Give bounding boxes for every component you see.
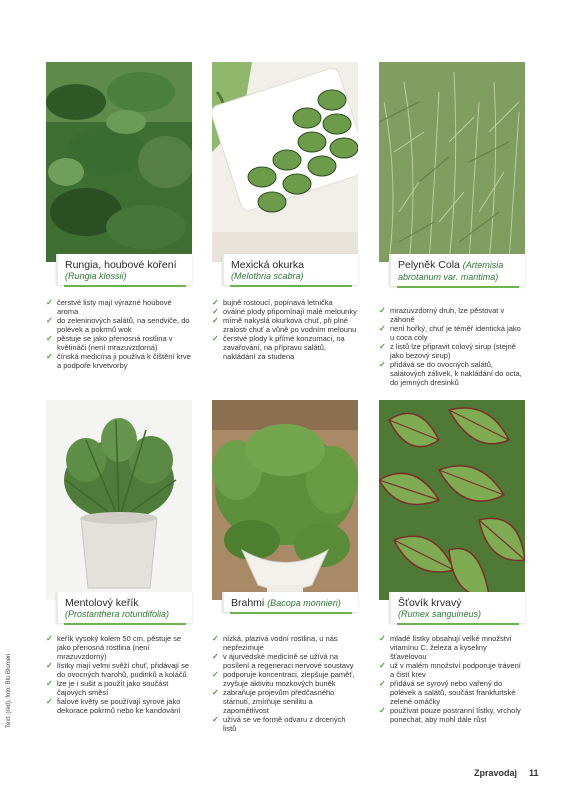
plant-latin-name: (Artemisia abrotanum var. maritima) <box>398 260 504 282</box>
plant-bullets <box>379 634 525 724</box>
plant-label <box>56 254 192 285</box>
plant-name: Mentolový keřík <box>65 597 139 609</box>
check-icon: ✓ <box>379 661 386 670</box>
plant-latin-name: (Prostanthera rotundifolia) <box>65 609 170 619</box>
check-icon: ✓ <box>212 715 219 724</box>
plant-name: Rungia, houbové koření <box>65 259 177 271</box>
list-item: ✓ přidává se syrový nebo vařený do polévek a salátů, součást frankfurtské zelené omáčky <box>379 679 516 706</box>
mentolovy-kerik-photo <box>46 400 192 600</box>
list-item: ✓ v ájurvédské medicíně se užívá na posílení a regeneraci nervové soustavy <box>212 652 354 670</box>
list-item: ✓ lze je i sušit a použít jako součást čajových směsí <box>46 679 169 697</box>
plant-bullets <box>46 298 192 370</box>
check-icon: ✓ <box>46 352 53 361</box>
plant-label <box>389 254 525 286</box>
list-item: ✓ není hořký, chuť je téměř identická jako u coca coly <box>379 324 521 342</box>
list-item: ✓ mírně nakyslá okurková chuť, při plné zralosti chuť a vůně po vodním melounu <box>212 316 357 334</box>
plant-label <box>56 592 192 623</box>
list-item: ✓ pěstuje se jako přenosná rostlina v květináči (není mrazuvzdorná) <box>46 334 173 352</box>
list-item: ✓ čerstvé plody k přímé konzumaci, na zavařování, na přípravu salátů, nakládání za studena <box>212 334 345 361</box>
list-item: ✓ oválné plody připomínají malé melounky <box>212 307 357 316</box>
check-icon: ✓ <box>212 634 219 643</box>
list-item: ✓ čerstvé listy mají výrazné houbové aroma <box>46 298 172 316</box>
check-icon: ✓ <box>46 334 53 343</box>
list-item: ✓ používat pouze postranní lístky, vrcholy ponechat, aby mohl dále růst <box>379 706 521 724</box>
check-icon: ✓ <box>46 679 53 688</box>
list-item: ✓ podporuje koncentraci, zlepšuje paměť, zvyšuje aktivitu mozkových buněk <box>212 670 355 688</box>
check-icon: ✓ <box>212 670 219 679</box>
list-item: ✓ bujně rostoucí, popínavá letnička <box>212 298 333 307</box>
stovik-krvavy-photo <box>379 400 525 600</box>
check-icon: ✓ <box>46 298 53 307</box>
list-item: ✓ už v malém množství podporuje trávení a čistí krev <box>379 661 521 679</box>
plant-name: Šťovík krvavý <box>398 597 462 609</box>
label-underline <box>397 623 519 625</box>
check-icon: ✓ <box>379 306 386 315</box>
magazine-name: Zpravodaj <box>474 768 518 778</box>
mexicka-okurka-photo <box>212 62 358 262</box>
check-icon: ✓ <box>379 634 386 643</box>
plant-latin-name: (Melothria scabra) <box>231 271 304 281</box>
check-icon: ✓ <box>46 697 53 706</box>
list-item: ✓ užívá se ve formě odvaru z drcených listů <box>212 715 346 733</box>
list-item: ✓ fialové květy se používají syrové jako dekorace pokrmů nebo ke kandování <box>46 697 181 715</box>
check-icon: ✓ <box>212 688 219 697</box>
plant-bullets <box>379 306 525 387</box>
check-icon: ✓ <box>212 316 219 325</box>
page-number: 11 <box>529 768 539 778</box>
label-underline <box>64 623 186 625</box>
check-icon: ✓ <box>46 634 53 643</box>
list-item: ✓ nízká, plazivá vodní rostlina, u nás nepřezimuje <box>212 634 338 652</box>
check-icon: ✓ <box>379 342 386 351</box>
plant-name: Brahmi (Bacopa monnieri) <box>231 597 341 609</box>
plant-bullets <box>212 634 358 733</box>
label-underline <box>230 612 352 614</box>
list-item: ✓ z listů lze připravit colový sirup (stejně jako bezový sirup) <box>379 342 516 360</box>
plant-latin-name: (Bacopa monnieri) <box>267 598 341 608</box>
check-icon: ✓ <box>46 661 53 670</box>
label-underline <box>397 286 519 288</box>
list-item: ✓ mladé lístky obsahují velké množství vitamínu C, železa a kyseliny šťavelovou <box>379 634 512 661</box>
list-item: ✓ lístky mají velmi svěží chuť, přidávají se do ovocných tvarohů, pudinků a koláčů <box>46 661 190 679</box>
label-underline <box>64 285 186 287</box>
label-underline <box>230 285 352 287</box>
photo-credit: Text: (red), foto: Blu Blumen <box>6 653 12 728</box>
list-item: ✓ zabraňuje projevům předčasného stárnutí, zmírňuje senilitu a zapomětlivost <box>212 688 335 715</box>
check-icon: ✓ <box>46 316 53 325</box>
check-icon: ✓ <box>379 706 386 715</box>
list-item: ✓ čínská medicína ji používá k čištění krve a podpoře krvetvorby <box>46 352 191 370</box>
list-item: ✓ přidává se do ovocných salátů, salátových zálivek, k nakládání do octa, do jemných dresinků <box>379 360 522 387</box>
list-item: ✓ do zeleninových salátů, na sendviče, do polévek a pokrmů wok <box>46 316 190 334</box>
rungia-photo <box>46 62 192 262</box>
check-icon: ✓ <box>212 652 219 661</box>
check-icon: ✓ <box>379 679 386 688</box>
plant-label <box>222 254 358 285</box>
list-item: ✓ keřík vysoký kolem 50 cm, pěstuje se jako přenosná rostlina (není mrazuvzdorný) <box>46 634 182 661</box>
list-item: ✓ mrazuvzdorný druh, lze pěstovat v záhoně <box>379 306 505 324</box>
plant-name: Mexická okurka <box>231 259 304 271</box>
check-icon: ✓ <box>379 324 386 333</box>
plant-label <box>389 592 525 623</box>
check-icon: ✓ <box>212 334 219 343</box>
plant-latin-name: (Rungia klossii) <box>65 271 127 281</box>
plant-name: Pelyněk Cola (Artemisia abrotanum var. maritima) <box>398 259 504 282</box>
plant-bullets <box>46 634 192 715</box>
check-icon: ✓ <box>379 360 386 369</box>
brahmi-photo <box>212 400 358 600</box>
plant-bullets <box>212 298 358 361</box>
plant-label <box>222 592 358 612</box>
pelynek-cola-photo <box>379 62 525 262</box>
check-icon: ✓ <box>212 307 219 316</box>
check-icon: ✓ <box>212 298 219 307</box>
plant-latin-name: (Rumex sanguineus) <box>398 609 482 619</box>
